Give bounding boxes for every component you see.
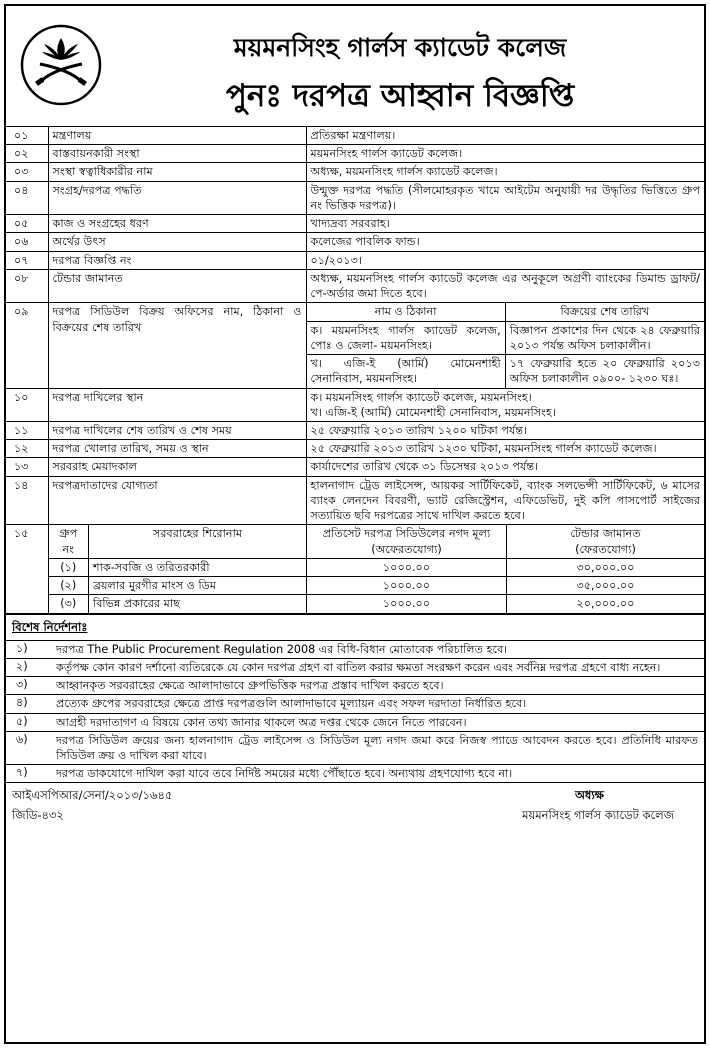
- row-value: ময়মনসিংহ গার্লস ক্যাডেট কলেজ।: [306, 145, 704, 163]
- group-number: (৩): [49, 595, 89, 613]
- instruction-number: ২): [16, 659, 28, 673]
- schedule-price: ১০০০.০০: [307, 558, 507, 576]
- table-row: [6, 163, 704, 181]
- row-label: টেন্ডার জামানত: [48, 269, 306, 302]
- tender-security: ২০,০০০.০০: [507, 595, 705, 613]
- groups-table: [49, 525, 705, 612]
- instructions-title: বিশেষ নির্দেশনাঃ: [6, 617, 704, 641]
- instruction-item: [6, 765, 704, 783]
- sale-deadline: ১৭ ফেব্রুয়ারি হতে ২০ ফেব্রুয়ারি ২০১৩ অফিস চলাকালীন ০৯০০- ১২৩০ ঘঃ।: [505, 355, 704, 388]
- schedule-price: ১০০০.০০: [307, 595, 507, 613]
- row-label: সরবরাহ মেয়াদকাল: [48, 458, 306, 476]
- row-label: বাস্তবায়নকারী সংস্থা: [48, 145, 306, 163]
- instruction-number: ৭): [16, 766, 28, 780]
- column-header: গ্রুপ নং: [49, 525, 89, 558]
- table-row: [6, 215, 704, 233]
- submission-place: খ। এজি-ই (আর্মি) মোমেনশাহী সেনানিবাস, ময়মনসিংহ।: [310, 405, 556, 419]
- group-number: (১): [49, 558, 89, 576]
- table-row: [6, 525, 704, 613]
- price-header: প্রতিসেট দরপত্র সিডিউলের নগদ মূল্য: [322, 527, 491, 541]
- price-subheader: (অফেরতযোগ্য): [371, 542, 442, 556]
- row-number: ০২: [6, 145, 48, 163]
- row-number: ০৫: [6, 215, 48, 233]
- row-label: সংগ্রহ/দরপত্র পদ্ধতি: [48, 181, 306, 214]
- security-subheader: (ফেরতযোগ্য): [575, 542, 636, 556]
- group-row: [49, 577, 705, 595]
- column-header: সরবরাহের শিরোনাম: [89, 525, 307, 558]
- row-label: দরপত্র দাখিলের শেষ তারিখ ও শেষ সময়: [48, 421, 306, 439]
- notice-title: পুনঃ দরপত্র আহ্বান বিজ্ঞপ্তি: [225, 78, 575, 114]
- signatory-org: ময়মনসিংহ গার্লস ক্যাডেট কলেজ: [522, 808, 674, 823]
- row-label: দরপত্র সিডিউল বিক্রয় অফিসের নাম, ঠিকানা ও বিক্রয়ের শেষ তারিখ: [48, 303, 306, 388]
- instruction-text: আগ্রহী দরদাতাগণ এ বিষয়ে কোন তথ্য জানার থাকলে অত্র দপ্তর থেকে জেনে নিতে পারবেন।: [56, 715, 467, 729]
- column-header: নাম ও ঠিকানা: [307, 303, 506, 321]
- group-title: ব্রয়লার মুরগীর মাংস ও ডিম: [89, 577, 307, 595]
- row-number: ০৪: [6, 181, 48, 214]
- row-value: ০১/২০১৩।: [306, 251, 704, 269]
- row-label: দরপত্রদাতাদের যোগ্যতা: [48, 476, 306, 525]
- tender-security: ৩৫,০০০.০০: [507, 577, 705, 595]
- group-title: শাক-সবজি ও তরিতরকারী: [89, 558, 307, 576]
- row-number: ০৯: [6, 303, 48, 388]
- signatory-title: অধ্যক্ষ: [574, 788, 604, 803]
- tender-notice: [4, 4, 706, 1044]
- row-value: উন্মুক্ত দরপত্র পদ্ধতি (সীলমোহরকৃত খামে আইটেম অনুযায়ী দর উদ্ধৃতির ভিত্তিতে গ্রুপ নং ভিত্তিক দরপত্র)।: [306, 181, 704, 214]
- row-label: দরপত্র দাখিলের স্থান: [48, 388, 306, 421]
- college-name: ময়মনসিংহ গার্লস ক্যাডেট কলেজ: [233, 33, 567, 62]
- instruction-number: ৪): [16, 696, 28, 710]
- instruction-text: আহ্বানকৃত সরবরাহের ক্ষেত্রে আলাদাভাবে গ্রুপভিত্তিক দরপত্র প্রস্তাব দাখিল করতে হবে।: [56, 679, 444, 693]
- row-value: অধ্যক্ষ, ময়মনসিংহ গার্লস ক্যাডেট কলেজ।: [306, 163, 704, 181]
- row-label: দরপত্র খোলার তারিখ, সময় ও স্থান: [48, 440, 306, 458]
- instruction-text: কর্তৃপক্ষ কোন কারণ দর্শানো ব্যতিরেকে যে কোন দরপত্র গ্রহণ বা বাতিল করার ক্ষমতা সংরক্ষণ করেন এবং সর্বনিম্ন দরপত্র গ্রহণে বাধ্য নহেন।: [56, 660, 661, 674]
- instruction-item: [6, 695, 704, 713]
- row-label: কাজ ও সংগ্রহের ধরণ: [48, 215, 306, 233]
- instruction-text: দরপত্র ডাকযোগে দাখিল করা যাবে তবে নির্দিষ্ট সময়ের মধ্যে পৌঁছাতে হবে। অন্যথায় গ্রহণযোগ্য হবে না।: [56, 767, 513, 781]
- office-address: খ। এজি-ই (আর্মি) মোমেনশাহী সেনানিবাস, ময়মনসিংহ।: [307, 355, 506, 388]
- row-value: ২৫ ফেব্রুয়ারি ২০১৩ তারিখ ১২৩০ ঘটিকা, ময়মনসিংহ গার্লস ক্যাডেট কলেজ।: [306, 440, 704, 458]
- tender-details-table: [6, 127, 704, 614]
- row-number: ০৭: [6, 251, 48, 269]
- row-label: অর্থের উৎস: [48, 233, 306, 251]
- group-row: [49, 595, 705, 613]
- gd-reference: জিডি-৪৩২: [12, 808, 64, 823]
- row-value: [306, 388, 704, 421]
- table-row: [6, 303, 704, 388]
- table-row: [6, 458, 704, 476]
- schedule-price: ১০০০.০০: [307, 577, 507, 595]
- table-row: [6, 145, 704, 163]
- row-number: ১২: [6, 440, 48, 458]
- row-label: সংস্থা স্বত্বাধিকারীর নাম: [48, 163, 306, 181]
- instruction-number: ১): [16, 641, 28, 655]
- sale-deadline: বিজ্ঞাপন প্রকাশের দিন থেকে ২৪ ফেব্রুয়ারি ২০১৩ পর্যন্ত অফিস চলাকালীন।: [505, 321, 704, 354]
- office-address: ক। ময়মনসিংহ গার্লস ক্যাডেট কলেজ, পোঃ ও জেলা- ময়মনসিংহ।: [307, 321, 506, 354]
- group-title: বিভিন্ন প্রকারের মাছ: [89, 595, 307, 613]
- row-number: ১৫: [6, 525, 48, 613]
- special-instructions: [6, 614, 704, 784]
- column-header: [507, 525, 705, 558]
- instruction-item: [6, 659, 704, 677]
- instruction-item: [6, 677, 704, 695]
- row-value: অধ্যক্ষ, ময়মনসিংহ গার্লস ক্যাডেট কলেজ এর অনুকূলে অগ্রণী ব্যাংকের ডিমান্ড ড্রাফট/পে-অর্ডার জমা দিতে হবে।: [306, 269, 704, 302]
- column-header: বিক্রয়ের শেষ তারিখ: [505, 303, 704, 321]
- submission-place: ক। ময়মনসিংহ গার্লস ক্যাডেট কলেজ, ময়মনসিংহ।: [310, 390, 532, 404]
- instruction-text: প্রত্যেক গ্রুপের সরবরাহের ক্ষেত্রে প্রাপ্ত দরপত্রগুলি আলাদাভাবে মূল্যায়ন এবং সফল দরদাতা নির্ধারিত হবে।: [56, 697, 527, 711]
- row-value: প্রতিরক্ষা মন্ত্রণালয়।: [306, 127, 704, 145]
- row-value: কার্যাদেশের তারিখ থেকে ৩১ ডিসেম্বর ২০১৩ পর্যন্ত।: [306, 458, 704, 476]
- sales-office-cell: [306, 303, 704, 388]
- row-number: ১০: [6, 388, 48, 421]
- row-label: মন্ত্রণালয়: [48, 127, 306, 145]
- row-number: ০৬: [6, 233, 48, 251]
- instruction-text: দরপত্র The Public Procurement Regulation 2008 এর বিধি-বিধান মোতাবেক পরিচালিত হবে।: [56, 642, 508, 656]
- row-number: ০৩: [6, 163, 48, 181]
- row-label: দরপত্র বিজ্ঞপ্তি নং: [48, 251, 306, 269]
- row-value: খাদ্যদ্রব্য সরবরাহ।: [306, 215, 704, 233]
- row-number: ০৮: [6, 269, 48, 302]
- table-row: [6, 440, 704, 458]
- row-value: হালনাগাদ ট্রেড লাইসেন্স, আয়কর সার্টিফিকেট, ব্যাংক সলভেন্সী সার্টিফিকেট, ৬ মাসের ব্যাংক লেনদেন বিবরণী, ভ্যাট রেজিস্ট্রেশন, এফিডেভিট, দুই কপি পাসপোর্ট সাইজের সত্যায়িত ছবি দরপত্রের সাথে দাখিল করতে হবে।: [306, 476, 704, 525]
- group-row: [49, 558, 705, 576]
- table-row: [6, 388, 704, 421]
- row-number: ০১: [6, 127, 48, 145]
- instruction-item: [6, 732, 704, 765]
- table-row: [6, 269, 704, 302]
- instruction-number: ৩): [16, 678, 28, 692]
- row-value: ২৫ ফেব্রুয়ারি ২০১৩ তারিখ ১২০০ ঘটিকা পর্যন্ত।: [306, 421, 704, 439]
- sales-office-table: [307, 303, 705, 387]
- instruction-item: [6, 641, 704, 659]
- table-row: [6, 181, 704, 214]
- table-row: [6, 251, 704, 269]
- row-number: ১১: [6, 421, 48, 439]
- table-row: [6, 476, 704, 525]
- security-header: টেন্ডার জামানত: [570, 527, 641, 541]
- column-header: [307, 525, 507, 558]
- group-number: (২): [49, 577, 89, 595]
- college-crest-icon: [20, 24, 102, 106]
- instruction-text: দরপত্র সিডিউল ক্রয়ের জন্য হালনাগাদ ট্রেড লাইসেন্স ও সিডিউল মূল্য নগদ জমা করে নিজস্ব প্যাডে আবেদন করতে হবে। প্রতিনিধি মারফত সিডিউল ক্রয় ও দাখিল করা যাবে।: [56, 733, 698, 762]
- row-value: কলেজের পাবলিক ফান্ড।: [306, 233, 704, 251]
- table-row: [6, 421, 704, 439]
- footer: [6, 783, 704, 827]
- groups-cell: [48, 525, 704, 613]
- row-number: ১৩: [6, 458, 48, 476]
- instruction-number: ৫): [16, 714, 28, 728]
- instruction-number: ৬): [16, 732, 28, 746]
- header: [6, 6, 704, 127]
- row-number: ১৪: [6, 476, 48, 525]
- tender-security: ৩০,০০০.০০: [507, 558, 705, 576]
- table-row: [6, 127, 704, 145]
- ispr-reference: আইএসপিআর/সেনা/২০১৩/১৬৪৫: [12, 788, 173, 803]
- table-row: [6, 233, 704, 251]
- instruction-item: [6, 714, 704, 732]
